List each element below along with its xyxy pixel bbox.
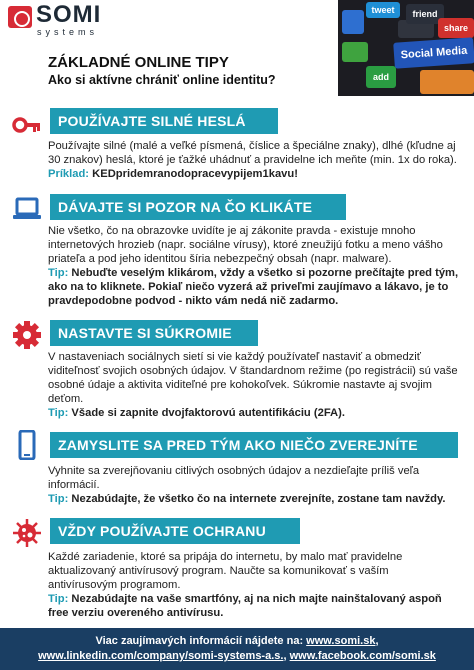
tip-text: Nezabúdajte na vaše smartfóny, aj na nich majte nainštalovaný aspoň free verziu overeného antivírusu. [48, 593, 442, 619]
social-media-keyboard-image [338, 0, 474, 96]
section-body-text: Každé zariadenie, ktoré sa pripája do internetu, by malo mať pravidelne aktualizovaný antivírusový program. Naučte sa komunikovať s vaším antivírusovým programom. [48, 551, 403, 591]
logo-text: SOMI [36, 1, 102, 28]
section-body-text: Používajte silné (malé a veľké písmená, číslice a špeciálne znaky), dlhé (kľudne aj 30 znakov) heslá, ktoré je ťažké uhádnuť a pravidelne ich meňte (min. 1x do roka). [48, 140, 457, 166]
footer-separator: , [283, 650, 290, 662]
virus-icon [12, 518, 42, 548]
footer [0, 628, 474, 670]
footer-line-1 [0, 635, 474, 647]
logo-subtext: systems [37, 27, 99, 37]
laptop-icon [12, 194, 42, 224]
section-heading: ZAMYSLITE SA PRED TÝM AKO NIEČO ZVEREJNÍTE [50, 432, 458, 458]
facebook-link[interactable]: www.facebook.com/somi.sk [289, 650, 436, 662]
keyboard-key [342, 10, 364, 34]
section-body [48, 464, 460, 506]
tip-label: Tip: [48, 593, 69, 605]
tip-label: Príklad: [48, 168, 90, 180]
tip-text: KEDpridemranodopracevypijem1kavu! [92, 168, 298, 180]
keyboard-key-friend: friend [406, 4, 444, 24]
section-body [48, 350, 460, 420]
section-heading: POUŽÍVAJTE SILNÉ HESLÁ [50, 108, 278, 134]
keyboard-key-share: share [438, 18, 474, 38]
section-heading: DÁVAJTE SI POZOR NA ČO KLIKÁTE [50, 194, 346, 220]
header [0, 0, 474, 96]
linkedin-link[interactable]: www.linkedin.com/company/somi-systems-a.s. [38, 650, 284, 662]
section-body [48, 139, 460, 181]
tip-label: Tip: [48, 267, 69, 279]
keyboard-key [342, 42, 368, 62]
keyboard-key-social-media: Social Media [393, 37, 474, 69]
tip-text: Nebuďte veselým klikárom, vždy a všetko si pozorne prečítajte pred tým, ako na to kliknete. Pokiaľ niečo vyzerá až priveľmi zaujímavo a lákavo, je to pravdepodobne podvod - nikto vám nedá nič zadarmo. [48, 267, 459, 307]
section-body-text: V nastaveniach sociálnych sietí si vie každý používateľ nastaviť a obmedziť viditeľnosť svojich osobných údajov. V štandardnom režime (po registrácii) sú vaše osobné údaje a aktivita viditeľné pre kohokoľvek. Súkromie nastavte aj svojim deťom. [48, 351, 458, 405]
footer-text: Viac zaujímavých informácií nájdete na: [95, 635, 307, 647]
keyboard-key-add: add [366, 66, 396, 88]
section-heading: VŽDY POUŽÍVAJTE OCHRANU [50, 518, 300, 544]
tip-text: Nezabúdajte, že všetko čo na internete zverejníte, zostane tam navždy. [71, 493, 446, 505]
keyboard-key [420, 70, 474, 94]
tip-text: Všade si zapnite dvojfaktorovú autentifikáciu (2FA). [71, 407, 345, 419]
key-icon [12, 110, 42, 140]
tip-label: Tip: [48, 493, 69, 505]
section-body-text: Vyhnite sa zverejňovaniu citlivých osobných údajov a nezdieľajte príliš veľa informácií. [48, 465, 420, 491]
section-body-text: Nie všetko, čo na obrazovke uvidíte je aj zákonite pravda - existuje mnoho internetových hrozieb (napr. sociálne vírusy), ktoré zneužijú fotku a meno vášho priateľa a pod jeho identitou šíria nebezpečný obsah (napr. malware). [48, 225, 443, 265]
page-title: ZÁKLADNÉ ONLINE TIPY [48, 54, 229, 71]
smartphone-icon [12, 430, 42, 460]
section-heading: NASTAVTE SI SÚKROMIE [50, 320, 258, 346]
tip-label: Tip: [48, 407, 69, 419]
gear-icon [12, 320, 42, 350]
footer-punct: , [375, 635, 379, 647]
page-subtitle: Ako si aktívne chrániť online identitu? [48, 73, 276, 87]
section-body [48, 224, 460, 308]
footer-line-2 [0, 650, 474, 662]
keyboard-key-tweet: tweet [366, 2, 400, 18]
section-body [48, 550, 460, 620]
website-link[interactable]: www.somi.sk [306, 635, 376, 647]
logo-icon [8, 6, 32, 28]
